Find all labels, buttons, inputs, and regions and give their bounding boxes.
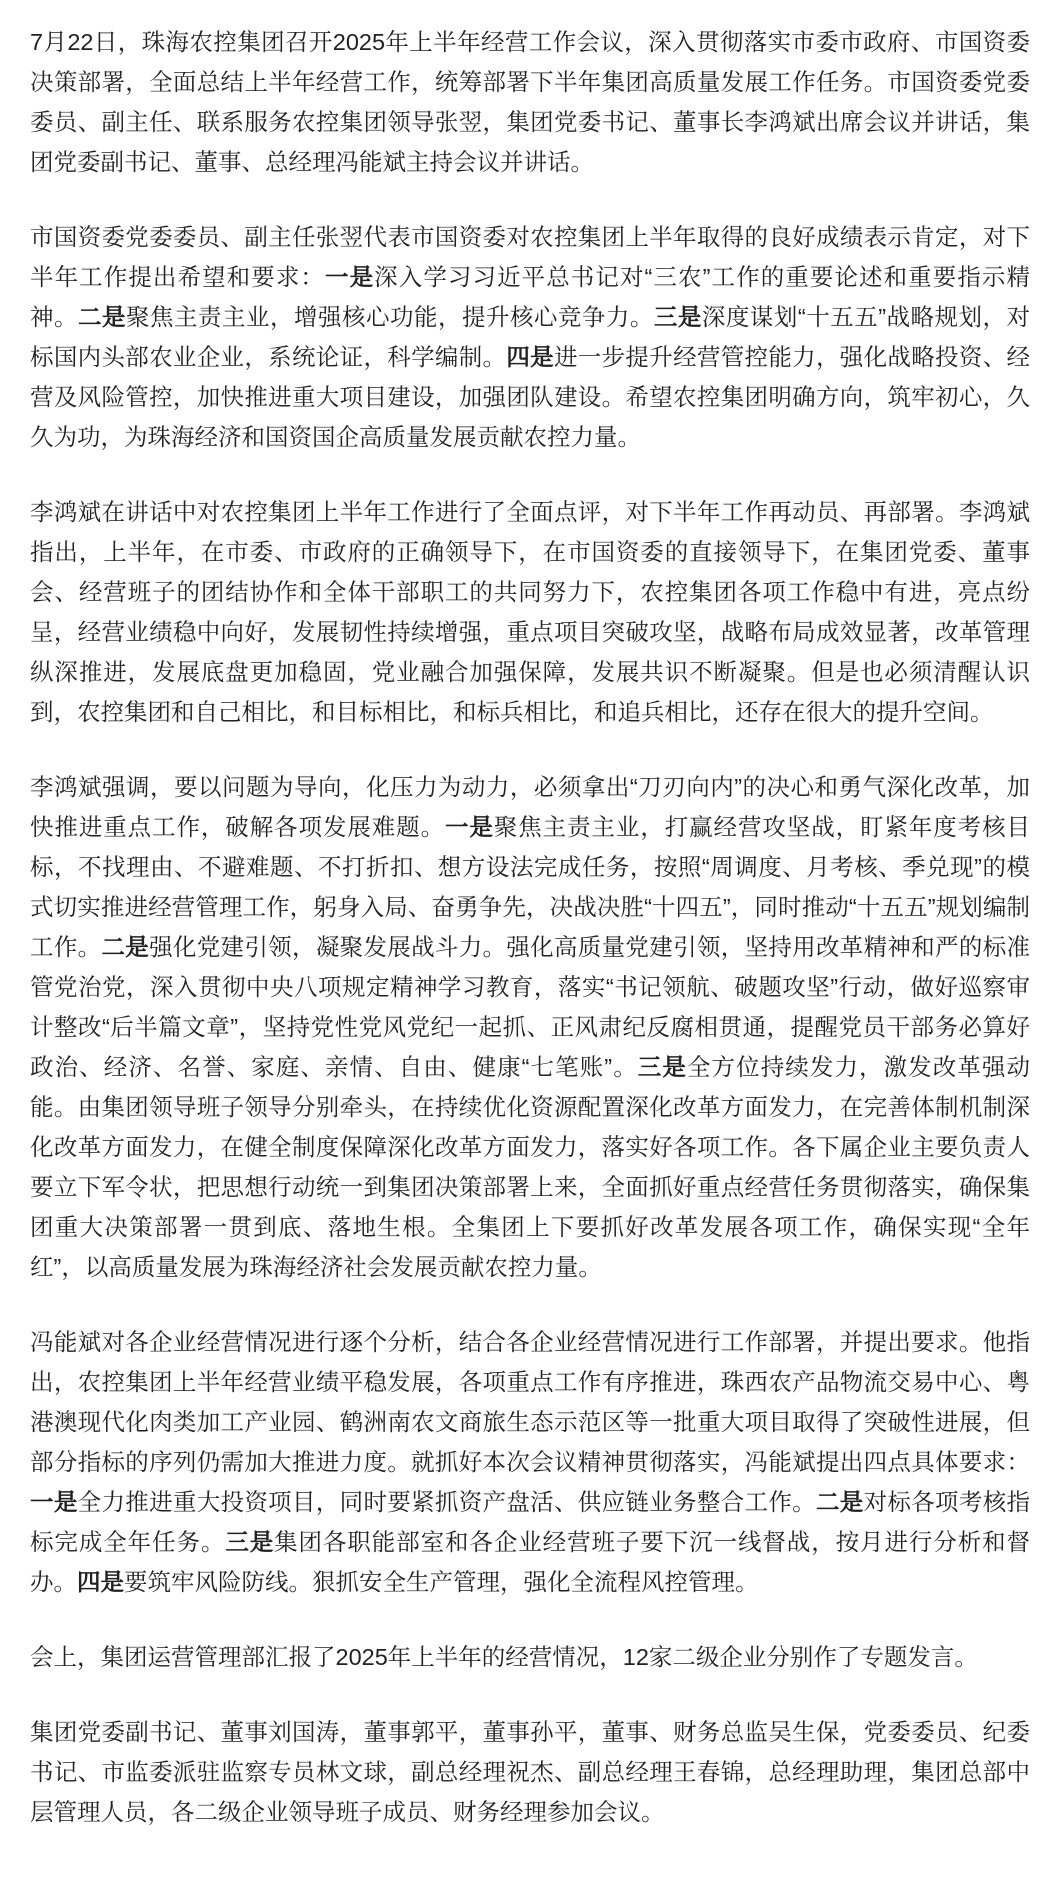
paragraph [30,1637,1030,1677]
emphasis-run: 二是 [78,304,126,330]
text-run: 全方位持续发力，激发改革强动能。由集团领导班子领导分别牵头，在持续优化资源配置深化改革方面发力，在完善体制机制深化改革方面发力，在健全制度保障深化改革方面发力，落实好各项工作。各下属企业主要负责人要立下军令状，把思想行动统一到集团决策部署上来，全面抓好重点经营任务贯彻落实，确保集团重大决策部署一贯到底、落地生根。全集团上下要抓好改革发展各项工作，确保实现“全年红”，以高质量发展为珠海经济社会发展贡献农控力量。 [30,1054,1031,1280]
text-run: 全力推进重大投资项目，同时要紧抓资产盘活、供应链业务整合工作。 [77,1489,816,1515]
text-run: 聚焦主责主业，增强核心功能，提升核心竞争力。 [126,304,654,330]
text-run: 强化党建引领，凝聚发展战斗力。强化高质量党建引领，坚持用改革精神和严的标准管党治党，深入贯彻中央八项规定精神学习教育，落实“书记领航、破题攻坚”行动，做好巡察审计整改“后半篇文章”，坚持党性党风党纪一起抓、正风肃纪反腐相贯通，提醒党员干部务必算好政治、经济、名誉、家庭、亲情、自由、健康“七笔账”。 [30,934,1031,1080]
emphasis-run: 一是 [30,1489,78,1515]
text-run: 对标各项考核指标完成全年任务。 [30,1489,1031,1555]
emphasis-run: 一是 [324,264,375,290]
emphasis-run: 四是 [77,1569,124,1595]
text-run: 冯能斌对各企业经营情况进行逐个分析，结合各企业经营情况进行工作部署，并提出要求。他指出，农控集团上半年经营业绩平稳发展，各项重点工作有序推进，珠西农产品物流交易中心、粤港澳现代化肉类加工产业园、鹤洲南农文商旅生态示范区等一批重大项目取得了突破性进展，但部分指标的序列仍需加大推进力度。就抓好本次会议精神贯彻落实，冯能斌提出四点具体要求： [30,1329,1030,1475]
text-run: 7月22日，珠海农控集团召开2025年上半年经营工作会议，深入贯彻落实市委市政府、市国资委决策部署，全面总结上半年经营工作，统筹部署下半年集团高质量发展工作任务。市国资委党委委员、副主任、联系服务农控集团领导张翌，集团党委书记、董事长李鸿斌出席会议并讲话，集团党委副书记、董事、总经理冯能斌主持会议并讲话。 [30,29,1030,175]
paragraph [30,492,1030,732]
paragraph [30,1322,1030,1602]
emphasis-run: 二是 [815,1489,864,1515]
text-run: 市国资委党委委员、副主任张翌代表市国资委对农控集团上半年取得的良好成绩表示肯定，对下半年工作提出希望和要求： [30,224,1030,290]
paragraph [30,22,1030,182]
emphasis-run: 三是 [637,1054,687,1080]
paragraph [30,217,1030,457]
emphasis-run: 四是 [506,344,554,370]
text-run: 要筑牢风险防线。狠抓安全生产管理，强化全流程风控管理。 [124,1569,759,1595]
text-run: 深度谋划“十五五”战略规划，对标国内头部农业企业，系统论证，科学编制。 [30,304,1031,370]
emphasis-run: 三是 [225,1529,275,1555]
text-run: 会上，集团运营管理部汇报了2025年上半年的经营情况，12家二级企业分别作了专题发言。 [30,1644,978,1670]
text-run: 集团各职能部室和各企业经营班子要下沉一线督战，按月进行分析和督办。 [30,1529,1031,1595]
emphasis-run: 一是 [445,814,494,840]
text-run: 李鸿斌在讲话中对农控集团上半年工作进行了全面点评，对下半年工作再动员、再部署。李鸿斌指出，上半年，在市委、市政府的正确领导下，在市国资委的直接领导下，在集团党委、董事会、经营班子的团结协作和全体干部职工的共同努力下，农控集团各项工作稳中有进，亮点纷呈，经营业绩稳中向好，发展韧性持续增强，重点项目突破攻坚，战略布局成效显著，改革管理纵深推进，发展底盘更加稳固，党业融合加强保障，发展共识不断凝聚。但是也必须清醒认识到，农控集团和自己相比，和目标相比，和标兵相比，和追兵相比，还存在很大的提升空间。 [30,499,1030,725]
text-run: 深入学习习近平总书记对“三农”工作的重要论述和重要指示精神。 [30,264,1031,330]
paragraph [30,1712,1030,1832]
emphasis-run: 三是 [653,304,702,330]
text-run: 李鸿斌强调，要以问题为导向，化压力为动力，必须拿出“刀刃向内”的决心和勇气深化改革，加快推进重点工作，破解各项发展难题。 [30,774,1030,840]
paragraph [30,767,1030,1287]
emphasis-run: 二是 [101,934,150,960]
text-run: 聚焦主责主业，打赢经营攻坚战，盯紧年度考核目标，不找理由、不避难题、不打折扣、想方设法完成任务，按照“周调度、月考核、季兑现”的模式切实推进经营管理工作，躬身入局、奋勇争先，决战决胜“十四五”，同时推动“十五五”规划编制工作。 [30,814,1031,960]
text-run: 集团党委副书记、董事刘国涛，董事郭平，董事孙平，董事、财务总监吴生保，党委委员、纪委书记、市监委派驻监察专员林文球，副总经理祝杰、副总经理王春锦，总经理助理，集团总部中层管理人员，各二级企业领导班子成员、财务经理参加会议。 [30,1719,1030,1825]
text-run: 进一步提升经营管控能力，强化战略投资、经营及风险管控，加快推进重大项目建设，加强团队建设。希望农控集团明确方向，筑牢初心，久久为功，为珠海经济和国资国企高质量发展贡献农控力量。 [30,344,1031,450]
